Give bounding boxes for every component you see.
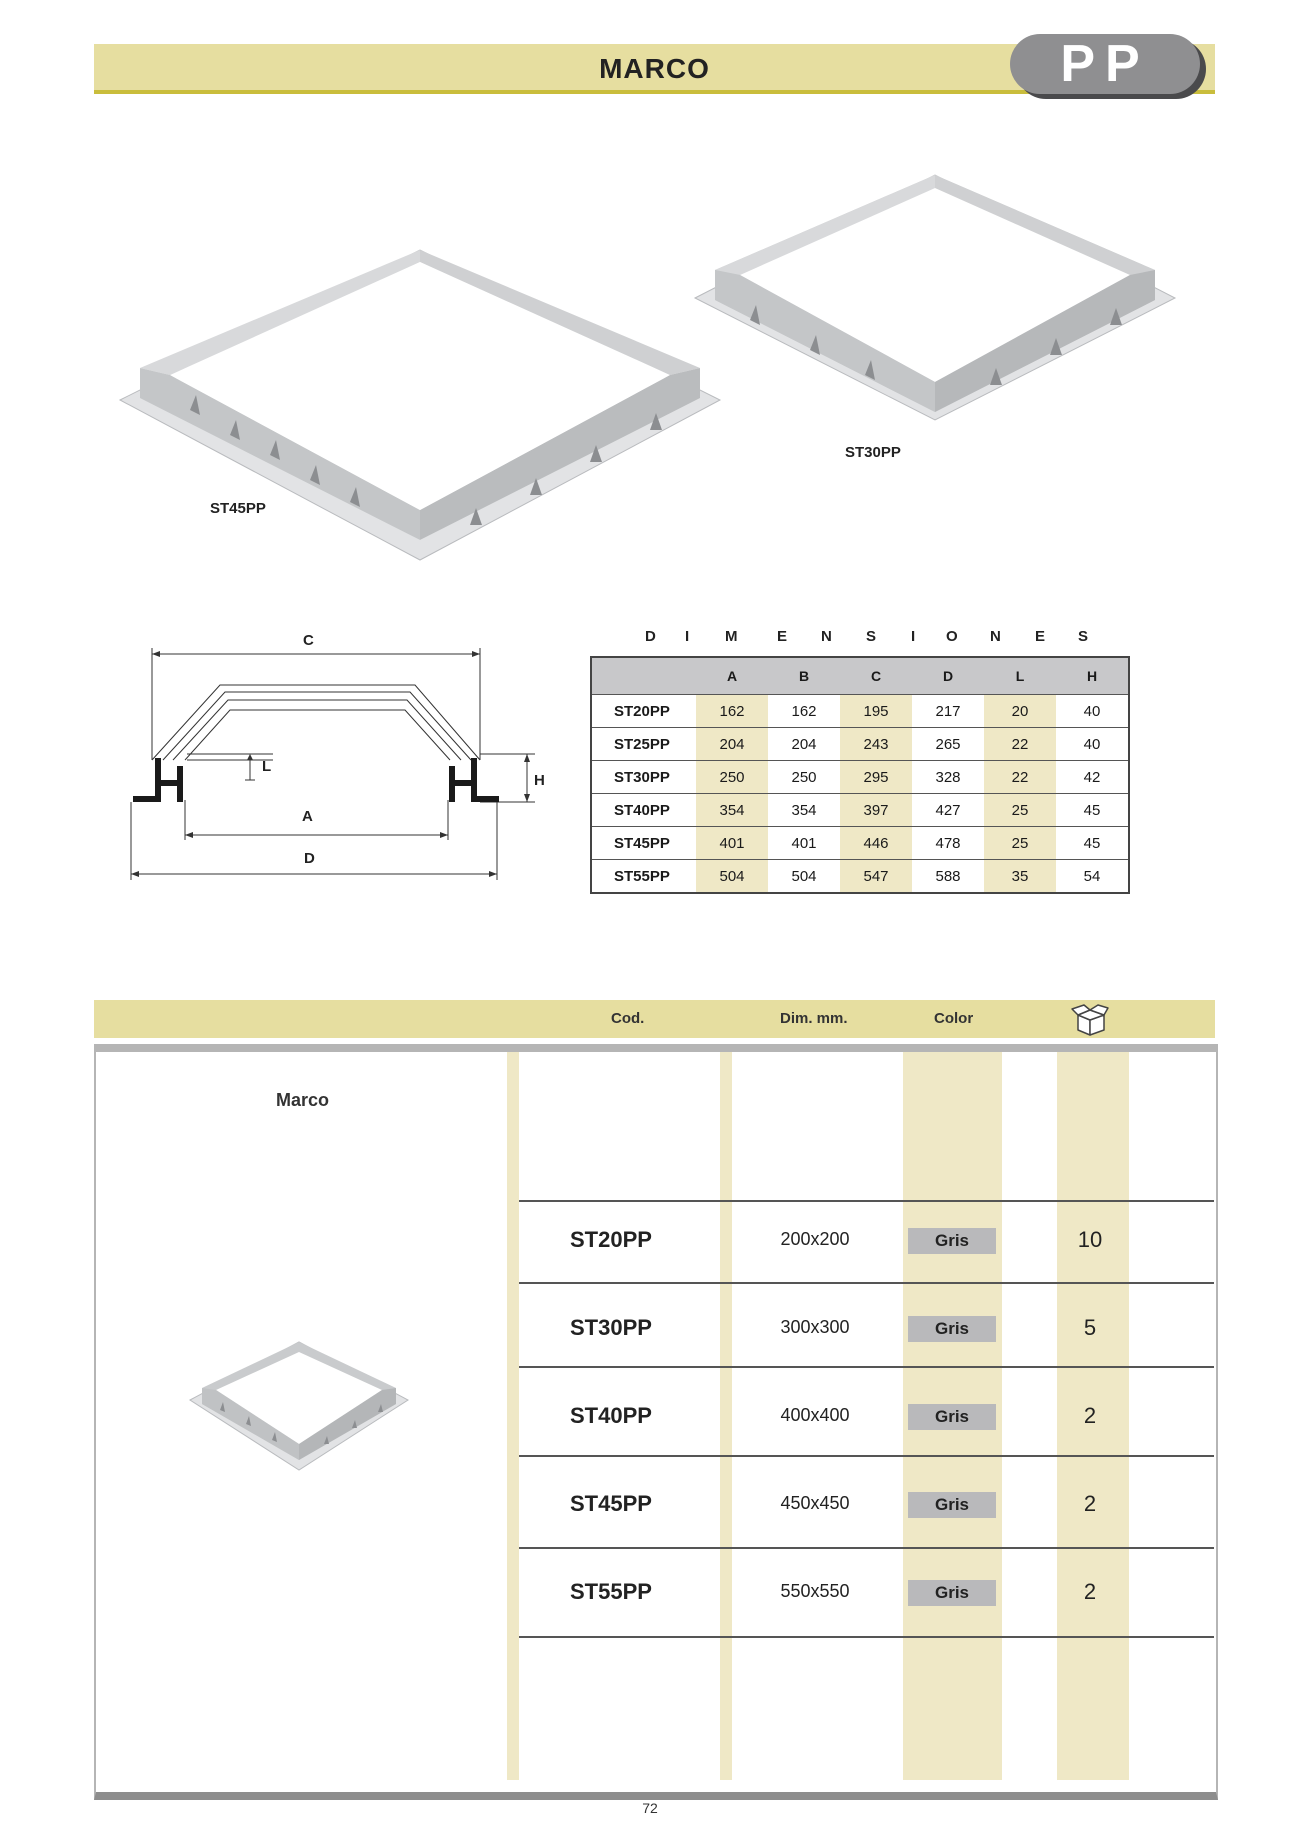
dim-value: 446 (840, 827, 912, 860)
box-quantity: 2 (1083, 1579, 1097, 1604)
dim-value: 40 (1056, 695, 1129, 728)
dimensions-header-row (591, 657, 1129, 695)
dimensions-header-a: A (696, 657, 768, 695)
dimensions-header-corner (591, 657, 696, 695)
row-divider (519, 1636, 1214, 1638)
diagram-label-h: H (534, 772, 545, 789)
product-name: Marco (276, 1090, 330, 1110)
dim-value: 265 (912, 728, 984, 761)
dim-code: ST30PP (591, 761, 696, 794)
material-badge: PP (1010, 34, 1200, 94)
dimensions-header-h: H (1056, 657, 1129, 695)
listing-header-dim: Dim. mm. (780, 1010, 848, 1027)
dim-value: 397 (840, 794, 912, 827)
product-dim: 450x450 (780, 1493, 850, 1513)
dim-code: ST45PP (591, 827, 696, 860)
dim-value: 22 (984, 728, 1056, 761)
dimensions-title-letter: E (1035, 628, 1046, 645)
dimensions-title-letter: N (990, 628, 1001, 645)
dim-value: 328 (912, 761, 984, 794)
table-row (591, 761, 1129, 794)
dimensions-title-letter: I (911, 628, 916, 645)
column-stripe (720, 1052, 732, 1780)
dim-value: 250 (768, 761, 840, 794)
dim-value: 250 (696, 761, 768, 794)
dim-value: 204 (696, 728, 768, 761)
dimensions-header-b: B (768, 657, 840, 695)
photo-label-left: ST45PP (210, 500, 266, 517)
frame-photo-st30pp (690, 170, 1180, 430)
product-dim: 400x400 (780, 1405, 850, 1425)
dim-value: 35 (984, 860, 1056, 894)
dim-value: 504 (768, 860, 840, 894)
table-row (591, 695, 1129, 728)
product-code: ST45PP (570, 1491, 652, 1516)
dim-code: ST40PP (591, 794, 696, 827)
dim-value: 40 (1056, 728, 1129, 761)
dimensions-header-c: C (840, 657, 912, 695)
product-dim: 550x550 (780, 1581, 850, 1601)
dim-value: 45 (1056, 794, 1129, 827)
box-quantity: 2 (1083, 1403, 1097, 1428)
dim-value: 20 (984, 695, 1056, 728)
dim-value: 478 (912, 827, 984, 860)
product-code: ST40PP (570, 1403, 652, 1428)
dimensions-title-letter: M (725, 628, 738, 645)
dimensions-title-letter: D (645, 628, 656, 645)
dim-value: 162 (768, 695, 840, 728)
page-title: MARCO (599, 53, 710, 84)
dim-value: 427 (912, 794, 984, 827)
dim-value: 354 (696, 794, 768, 827)
frame-photo-st45pp (110, 240, 730, 600)
dimensions-title-letter: S (866, 628, 877, 645)
dim-value: 25 (984, 794, 1056, 827)
color-badge: Gris (908, 1404, 996, 1430)
cross-section-diagram (125, 630, 575, 890)
row-divider (519, 1282, 1214, 1284)
product-dim: 300x300 (780, 1317, 850, 1337)
dim-value: 217 (912, 695, 984, 728)
dim-value: 42 (1056, 761, 1129, 794)
dim-code: ST25PP (591, 728, 696, 761)
dim-value: 295 (840, 761, 912, 794)
row-divider (519, 1366, 1214, 1368)
dim-value: 354 (768, 794, 840, 827)
dim-value: 547 (840, 860, 912, 894)
box-icon (1070, 1003, 1110, 1037)
dimensions-header-l: L (984, 657, 1056, 695)
dim-value: 45 (1056, 827, 1129, 860)
dim-value: 243 (840, 728, 912, 761)
dim-value: 401 (768, 827, 840, 860)
color-badge: Gris (908, 1228, 996, 1254)
row-divider (519, 1200, 1214, 1202)
row-divider (519, 1547, 1214, 1549)
listing-header (94, 1000, 1215, 1038)
listing-header-code: Cod. (611, 1010, 645, 1027)
dim-value: 195 (840, 695, 912, 728)
table-row (591, 794, 1129, 827)
color-badge: Gris (908, 1580, 996, 1606)
listing-header-color: Color (934, 1010, 974, 1027)
color-badge: Gris (908, 1316, 996, 1342)
diagram-label-c: C (303, 632, 314, 649)
dim-value: 401 (696, 827, 768, 860)
color-badge: Gris (908, 1492, 996, 1518)
product-code: ST20PP (570, 1227, 652, 1252)
dim-value: 54 (1056, 860, 1129, 894)
box-quantity: 2 (1083, 1491, 1097, 1516)
dimensions-title-letter: O (946, 628, 958, 645)
diagram-label-a: A (302, 808, 313, 825)
box-quantity: 5 (1083, 1315, 1097, 1340)
dimensions-title-letter: I (685, 628, 690, 645)
dim-value: 162 (696, 695, 768, 728)
diagram-label-d: D (304, 850, 315, 867)
product-dim: 200x200 (780, 1229, 850, 1249)
product-code: ST55PP (570, 1579, 652, 1604)
table-row (591, 860, 1129, 894)
dim-code: ST20PP (591, 695, 696, 728)
row-divider (519, 1455, 1214, 1457)
dimensions-title-letter: S (1078, 628, 1089, 645)
box-quantity: 10 (1077, 1227, 1103, 1252)
dim-value: 204 (768, 728, 840, 761)
dim-code: ST55PP (591, 860, 696, 894)
product-thumbnail (188, 1340, 410, 1472)
dim-value: 588 (912, 860, 984, 894)
dim-value: 22 (984, 761, 1056, 794)
diagram-label-l: L (262, 758, 272, 775)
dim-value: 504 (696, 860, 768, 894)
dimensions-header-d: D (912, 657, 984, 695)
dimensions-title-letter: E (777, 628, 788, 645)
product-code: ST30PP (570, 1315, 652, 1340)
dimensions-title-letter: N (821, 628, 832, 645)
dimensions-table (590, 656, 1130, 894)
dim-value: 25 (984, 827, 1056, 860)
column-stripe (507, 1052, 519, 1780)
page-number: 72 (642, 1800, 658, 1816)
photo-label-right: ST30PP (845, 444, 901, 461)
table-row (591, 728, 1129, 761)
table-row (591, 827, 1129, 860)
